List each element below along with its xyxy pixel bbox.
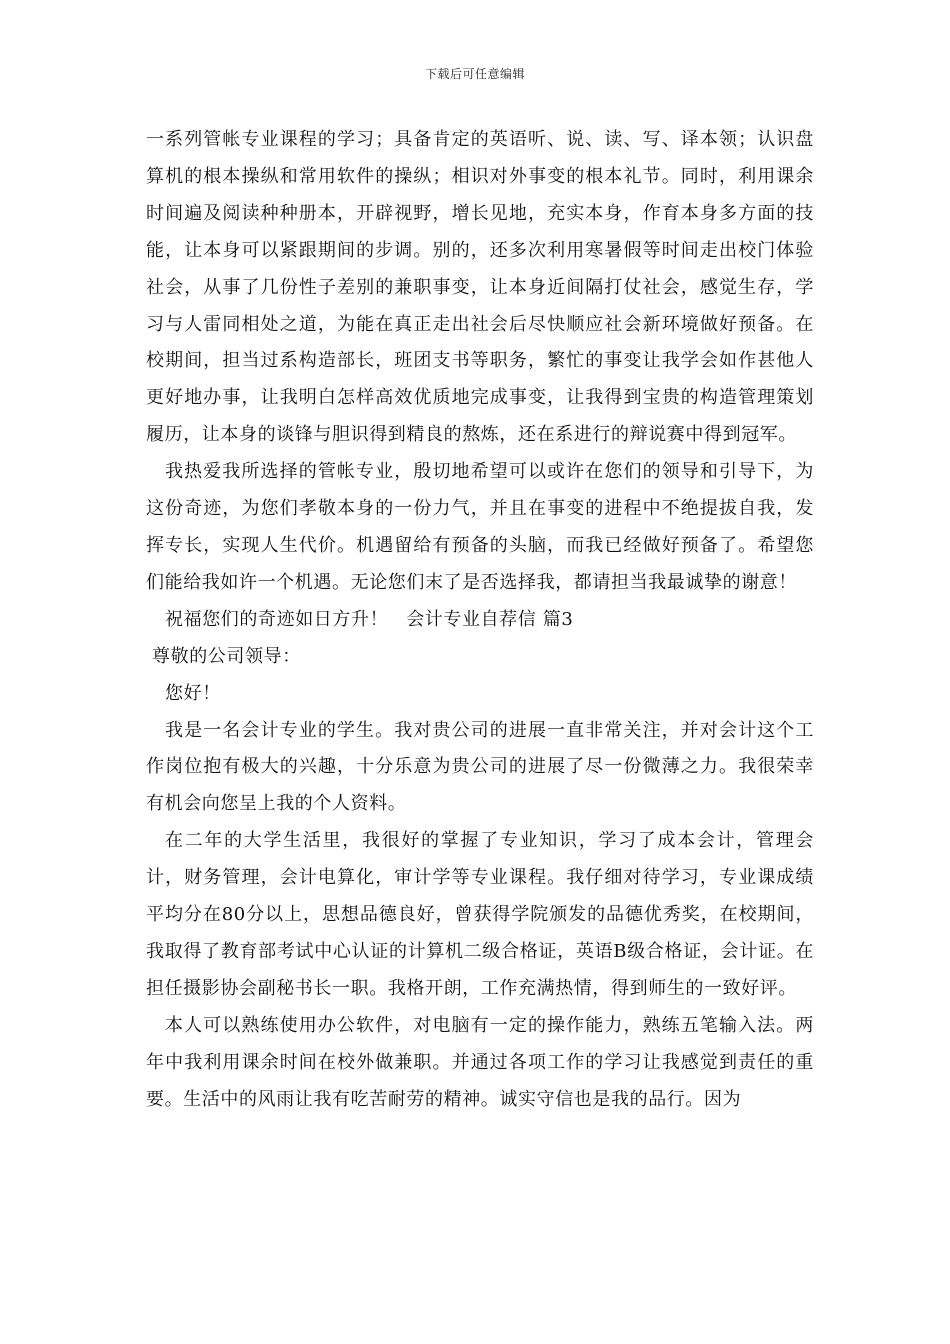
document-body — [146, 122, 814, 1118]
paragraph-skills: 本人可以熟练使用办公软件，对电脑有一定的操作能力，熟练五笔输入法。两年中我利用课余时间在校外做兼职。并通过各项工作的学习让我感觉到责任的重要。生活中的风雨让我有吃苦耐劳的精神。诚实守信也是我的品行。因为 — [146, 1014, 814, 1110]
section-title: 会计专业自荐信 篇3 — [406, 608, 574, 630]
paragraph-education: 在二年的大学生活里，我很好的掌握了专业知识，学习了成本会计，管理会计，财务管理，会计电算化，审计学等专业课程。我仔细对待学习，专业课成绩平均分在80分以上，思想品德良好，曾获得学院颁发的品德优秀奖，在校期间，我取得了教育部考试中心认证的计算机二级合格证，英语B级合格证，会计证。在担任摄影协会副秘书长一职。我格开朗，工作充满热情，得到师生的一致好评。 — [146, 830, 814, 999]
salutation: 尊敬的公司领导： — [152, 645, 301, 667]
header-text: 下载后可任意编辑 — [424, 67, 525, 81]
paragraph-continuation: 一系列管帐专业课程的学习；具备肯定的英语听、说、读、写、译本领；认识盘算机的根本操纵和常用软件的操纵；相识对外事变的根本礼节。同时，利用课余时间遍及阅读种种册本，开辟视野，增长见地，充实本身，作育本身多方面的技能，让本身可以紧跟期间的步调。别的，还多次利用寒暑假等时间走出校门体验社会，从事了几份性子差别的兼职事变，让本身近间隔打仗社会，感觉生存，学习与人雷同相处之道，为能在真正走出社会后尽快顺应社会新环境做好预备。在校期间，担当过系构造部长，班团支书等职务，繁忙的事变让我学会如作甚他人更好地办事，让我明白怎样高效优质地完成事变，让我得到宝贵的构造管理策划履历，让本身的谈锋与胆识得到精良的熬炼，还在系进行的辩说赛中得到冠军。 — [146, 129, 814, 446]
paragraph-closing-and-title — [146, 602, 814, 639]
paragraph-introduction: 我是一名会计专业的学生。我对贵公司的进展一直非常关注，并对会计这个工作岗位抱有极大的兴趣，十分乐意为贵公司的进展了尽一份微薄之力。我很荣幸有机会向您呈上我的个人资料。 — [146, 719, 814, 815]
greeting: 您好！ — [165, 682, 221, 704]
page-header — [0, 66, 950, 82]
closing-wish: 祝福您们的奇迹如日方升！ — [165, 608, 389, 630]
paragraph-aspiration: 我热爱我所选择的管帐专业，殷切地希望可以或许在您们的领导和引导下，为这份奇迹，为您们孝敬本身的一份力气，并且在事变的进程中不绝提拔自我，发挥专长，实现人生代价。机遇留给有预备的头脑，而我已经做好预备了。希望您们能给我如许一个机遇。无论您们末了是否选择我，都请担当我最诚挚的谢意！ — [146, 461, 814, 593]
